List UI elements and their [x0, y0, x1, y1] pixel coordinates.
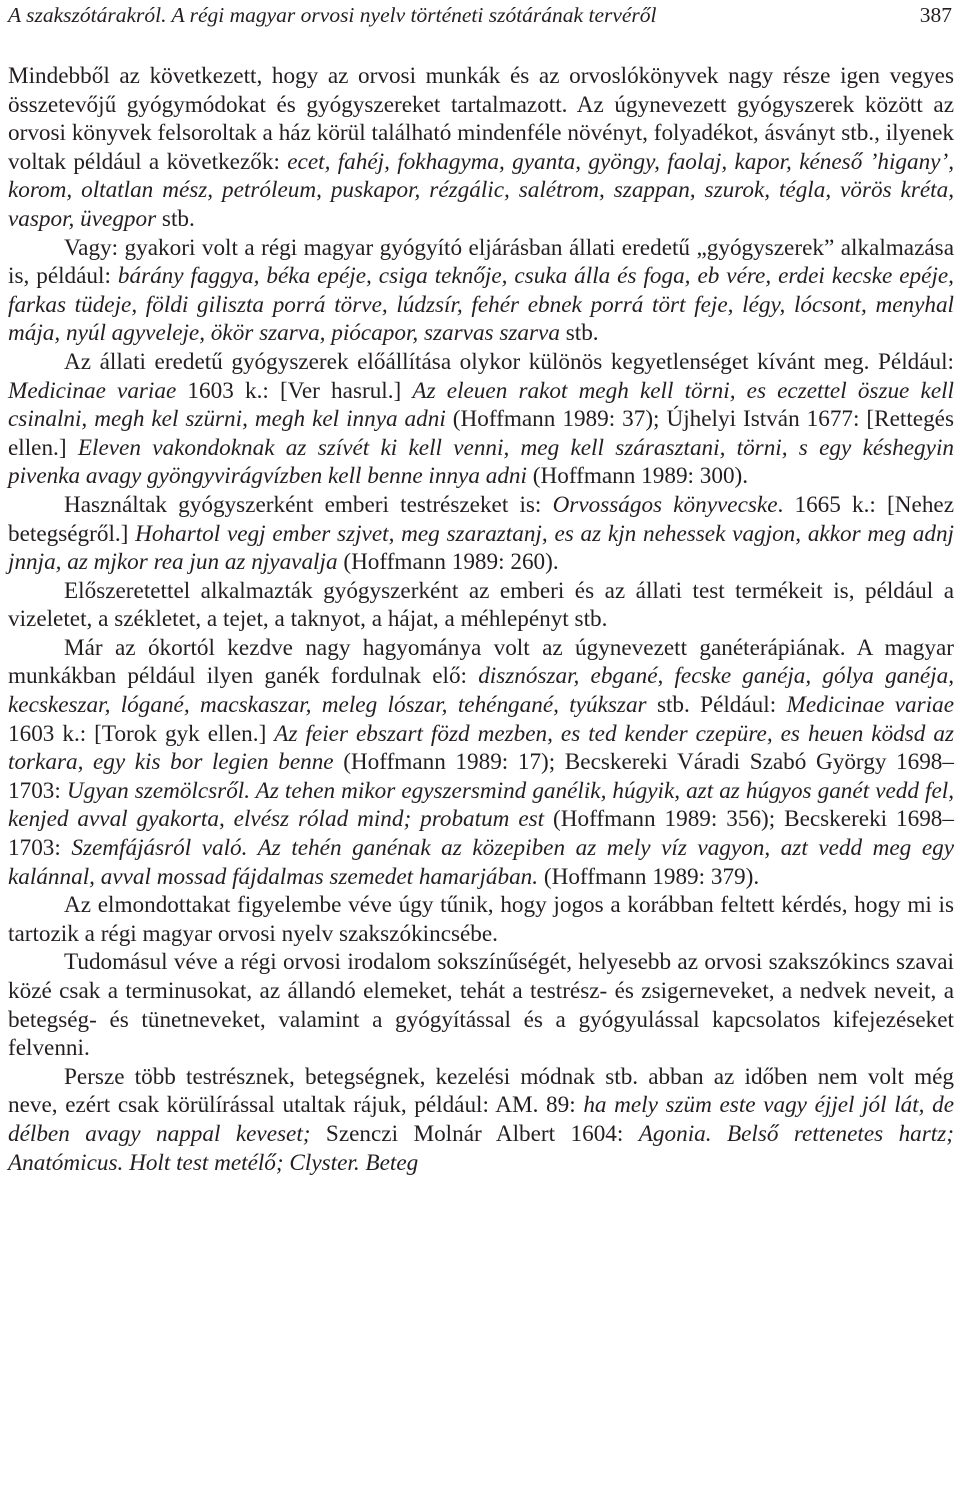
text-run: (Hoffmann 1989: 260). — [337, 549, 559, 576]
italic-text: bárány faggya, béka epéje, csiga teknője, csuka álla és foga, eb vére, erdei kecske epéje, farkas tüdeje, földi giliszta porrá törve, lúdzsír, fehér ebnek porrá tört feje, légy, lócsont, menyhal mája, nyúl agyveleje, ökör szarva, piócapor, szarvas szarva — [8, 263, 954, 347]
italic-text: Medicinae variae — [8, 377, 177, 404]
body-text — [8, 62, 954, 1177]
italic-text: Agonia. Belső rettenetes hartz; Anatómicus. Holt test metélő; Clyster. Beteg — [8, 1120, 954, 1176]
italic-text: disznószar, ebgané, fecske ganéja, gólya ganéja, kecskeszar, lógané, macskaszar, meleg lószar, tehéngané, tyúkszar — [8, 663, 954, 719]
text-run: Tudomásul véve a régi orvosi irodalom sokszínűségét, helyesebb az orvosi szakszókincs szavai közé csak a terminusokat, az állandó elemeket, tehát a testrész- és zsigerneveket, a nedvek neveit, a betegség- és tünetneveket, valamint a gyógyítással és a gyógyulással kapcsolatos kifejezéseket felvenni. — [8, 949, 954, 1062]
italic-text: Szemfájásról való. Az tehén ganénak az közepiben az mely víz vagyon, azt vedd meg egy kalánnal, avval mossad fájdalmas szemedet hamarjában. — [8, 835, 954, 890]
text-run: Vagy: gyakori volt a régi magyar gyógyító eljárásban állati eredetű „gyógyszerek” alkalmazása is, például: — [8, 234, 954, 290]
paragraph — [8, 348, 954, 491]
text-run: Az elmondottakat figyelembe véve úgy tűnik, hogy jogos a korábban feltett kérdés, hogy mi is tartozik a régi magyar orvosi nyelv szakszókincsébe. — [8, 892, 954, 947]
italic-text: Az feier ebszart fözd mezben, es ted kender czepüre, es heuen ködsd az torkara, egy kis bor legien benne — [8, 720, 954, 776]
text-run: Az állati eredetű gyógyszerek előállítása olykor különös kegyetlenséget kívánt meg. Például: — [64, 348, 954, 375]
text-run: (Hoffmann 1989: 379). — [538, 863, 760, 890]
page-number: 387 — [919, 3, 952, 27]
text-run: (Hoffmann 1989: 300). — [526, 463, 749, 490]
text-run: Használtak gyógyszerként emberi testrészeket is: — [64, 491, 553, 518]
text-run: Már az ókortól kezdve nagy hagyománya volt az úgynevezett ganéterápiának. A magyar munkákban például ilyen ganék fordulnak elő: — [8, 634, 954, 690]
text-run: stb. — [559, 320, 599, 347]
text-run: 1603 k.: [Ver hasrul.] — [176, 377, 413, 404]
paragraph — [8, 948, 954, 1062]
paragraph — [8, 891, 954, 948]
italic-text: Hohartol vegj ember szjvet, meg szaraztanj, es az kjn nehessek vagjon, akkor meg adnj jnnja, az mjkor rea jun az njyavalja — [8, 520, 955, 576]
text-run: Előszeretettel alkalmazták gyógyszerként az emberi és az állati test termékeit is, például a vizeletet, a székletet, a tejet, a taknyot, a hájat, a méhlepényt stb. — [8, 577, 954, 633]
text-run: 1603 k.: [Torok gyk ellen.] — [8, 720, 275, 747]
italic-text: ecet, fahéj, fokhagyma, gyanta, gyöngy, faolaj, kapor, kéneső ’higany’, korom, oltatlan mész, petróleum, puskapor, rézgálic, salétrom, szappan, szurok, tégla, vörös kréta, vaspor, üvegpor — [8, 148, 954, 232]
paragraph — [8, 491, 954, 577]
text-run: Mindebből az következett, hogy az orvosi munkák és az orvoslókönyvek nagy része igen vegyes összetevőjű gyógymódokat és gyógyszereket tartalmazott. Az úgynevezett gyógyszerek között az orvosi könyvek felsoroltak a ház körül található mindenféle növényt, folyadékot, ásványt stb., ilyenek voltak például a következők: — [8, 63, 954, 175]
text-run: (Hoffmann 1989: 17); Becskereki Váradi Szabó György 1698–1703: — [8, 749, 954, 804]
running-title: A szakszótárakról. A régi magyar orvosi nyelv történeti szótárának tervéről — [8, 3, 657, 27]
text-run: . 1665 k.: [Nehez betegségről.] — [8, 491, 954, 547]
running-header — [8, 0, 952, 30]
italic-text: Orvosságos könyvecske — [552, 491, 778, 518]
document-page — [8, 0, 956, 1506]
text-run: (Hoffmann 1989: 356); Becskereki 1698–1703: — [8, 806, 954, 862]
text-run: Persze több testrésznek, betegségnek, kezelési módnak stb. abban az időben nem volt még neve, ezért csak körülírással utaltak rájuk, például: AM. 89: — [8, 1063, 954, 1119]
paragraph — [8, 234, 954, 348]
italic-text: ha mely szüm este vagy éjjel jól lát, de délben avagy nappal keveset; — [8, 1092, 954, 1147]
text-run: Szenczi Molnár Albert 1604: — [310, 1120, 639, 1147]
italic-text: Az eleuen rakot megh kell törni, es eczettel öszue kell csinalni, megh kel szürni, megh kel innya adni — [8, 377, 954, 433]
paragraph — [8, 634, 954, 891]
text-run: stb. Például: — [646, 692, 787, 719]
text-run: (Hoffmann 1989: 37); Újhelyi István 1677: [Rettegés ellen.] — [8, 406, 954, 461]
paragraph — [8, 577, 954, 634]
italic-text: Eleven vakondoknak az szívét ki kell venni, meg kell szárasztani, törni, s egy késhegyin pivenka avagy gyöngyvirágvízben kell benne innya adni — [8, 434, 954, 490]
italic-text: Medicinae variae — [786, 692, 954, 719]
text-run: stb. — [156, 205, 195, 232]
italic-text: Ugyan szemölcsről. Az tehen mikor egyszersmind ganélik, húgyik, azt az húgyos ganét vedd fel, kenjed avval gyakorta, elvész rólad mind; probatum est — [8, 777, 954, 833]
paragraph — [8, 62, 954, 234]
paragraph — [8, 1063, 954, 1177]
